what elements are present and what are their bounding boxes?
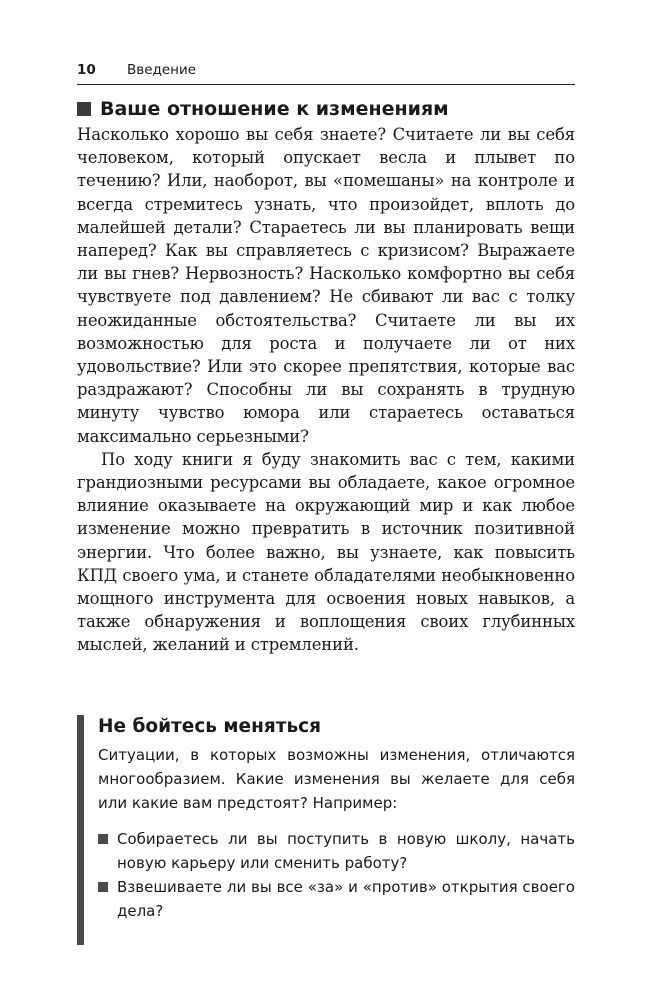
bullet-list [98, 827, 575, 923]
chapter-name: Введение [127, 62, 197, 78]
sidebar-title: Не бойтесь меняться [98, 716, 322, 737]
list-item [98, 827, 575, 875]
section-title: Ваше отношение к изменениям [100, 98, 449, 120]
body-paragraph-2: По ходу книги я буду знакомить вас с тем, какими грандиозными ресурсами вы обладаете, какое огромное влияние оказываете на окружающий мир и как любое изменение можно превратить в источник позитивной энергии. Что более важно, вы узнаете, как повысить КПД своего ума, и станете обладателями необыкновенно мощного инструмента для освоения новых навыков, а также обнаружения и воплощения своих глубинных мыслей, желаний и стремлений. [77, 449, 575, 655]
list-item [98, 875, 575, 923]
sidebar-box [77, 715, 575, 945]
running-header [77, 62, 575, 85]
square-bullet-icon [98, 834, 108, 844]
body-paragraph-1: Насколько хорошо вы себя знаете? Считаете ли вы себя человеком, который опускает весла и плывет по течению? Или, наоборот, вы «помешаны» на контроле и всегда стремитесь узнать, что произойдет, вплоть до малейшей детали? Стараетесь ли вы планировать вещи наперед? Как вы справляетесь с кризисом? Выражаете ли вы гнев? Нервозность? Насколько комфортно вы себя чувствуете под давлением? Не сбивают ли вас с толку неожиданные обстоятельства? Считаете ли вы их возможностью для роста и получаете ли от них удовольствие? Или это скорее препятствия, которые вас раздражают? Способны ли вы сохранять в трудную минуту чувство юмора или стараетесь оставаться максимально серьезными? [77, 125, 575, 446]
square-bullet-icon [98, 882, 108, 892]
section-heading [77, 97, 575, 121]
square-bullet-icon [77, 102, 91, 116]
sidebar-intro: Ситуации, в которых возможны изменения, отличаются многообразием. Какие изменения вы желаете для себя или какие вам предстоят? Например: [98, 746, 575, 812]
page-number: 10 [77, 62, 96, 78]
list-item-text: Собираетесь ли вы поступить в новую школу, начать новую карьеру или сменить работу? [117, 830, 575, 872]
list-item-text: Взвешиваете ли вы все «за» и «против» открытия своего дела? [117, 878, 575, 920]
book-page [77, 62, 575, 657]
